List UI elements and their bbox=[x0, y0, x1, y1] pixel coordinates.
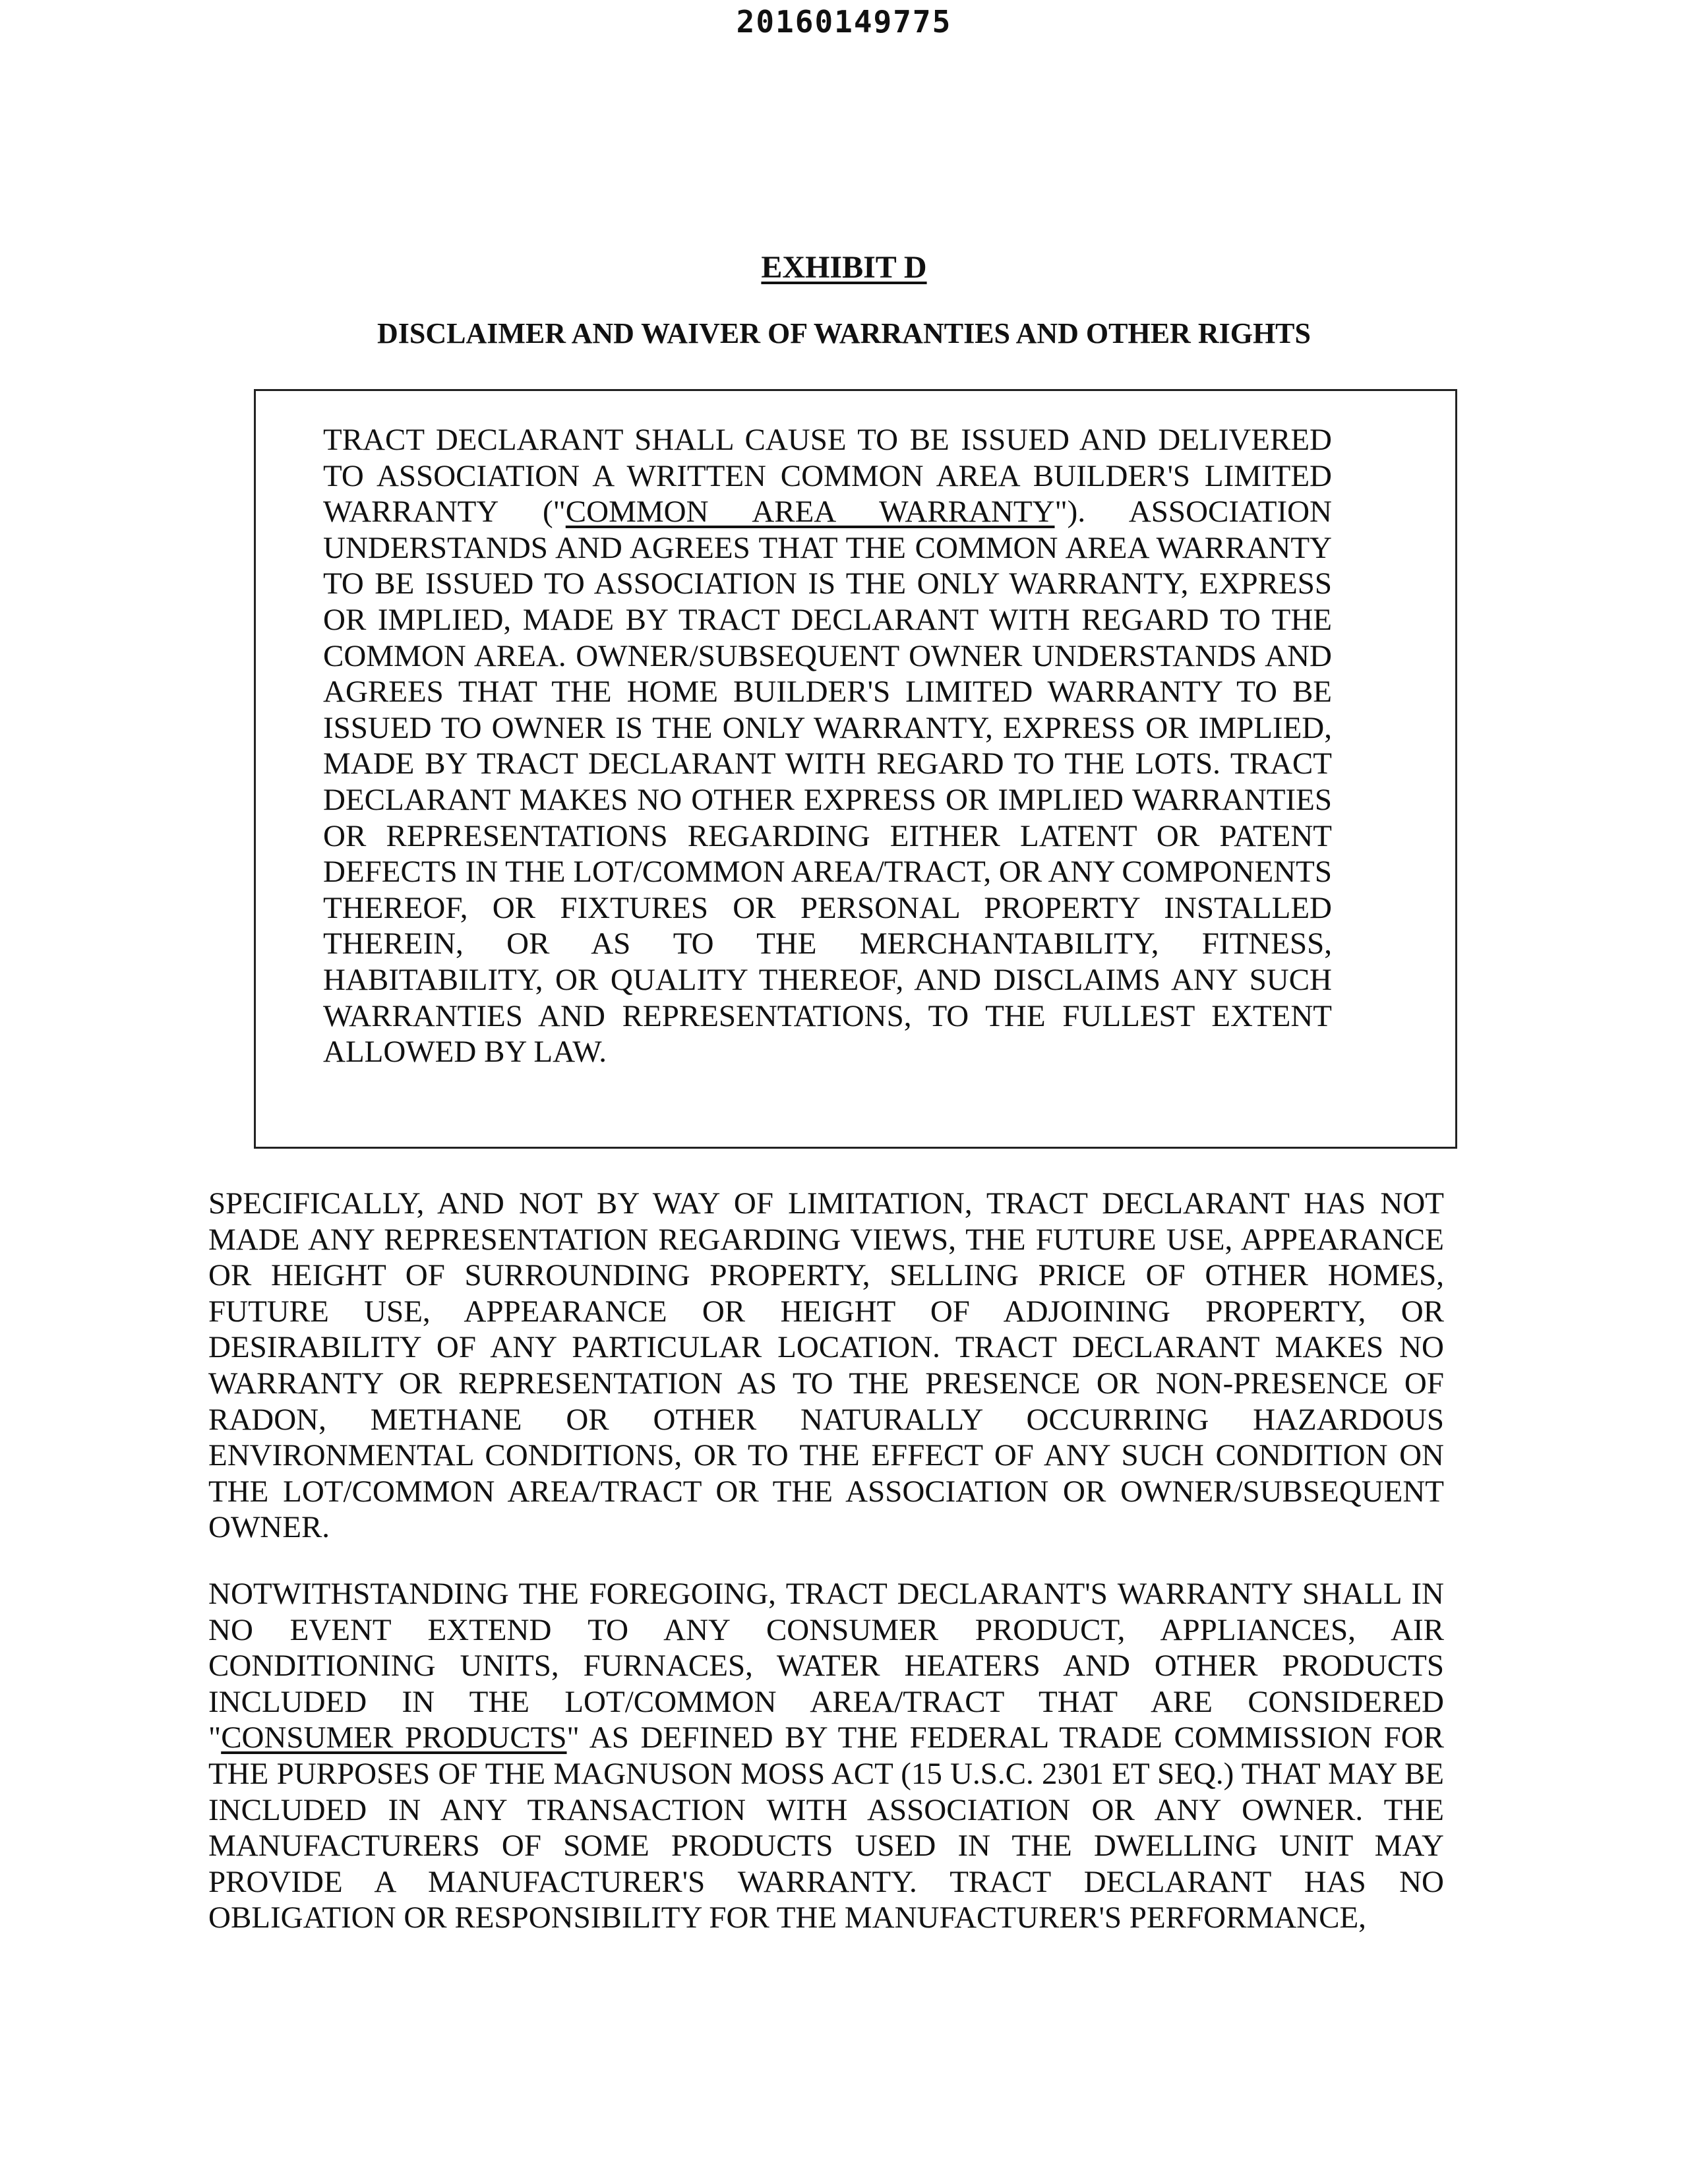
consumer-products-text-start: NOTWITHSTANDING THE FOREGOING, TRACT DECLARANT'S WARRANTY SHALL IN NO EVENT EXTEND TO ANY CONSUMER PRODUCT, APPLIANCES, AIR CONDITIONING UNITS, FURNACES, WATER HEATERS AND OTHER PRODUCTS INCLUDED IN THE LOT/COMMON AREA/TRACT THAT ARE CONSIDERED " bbox=[208, 1577, 1444, 1755]
consumer-products-term: CONSUMER PRODUCTS bbox=[221, 1720, 567, 1755]
common-area-warranty-term: COMMON AREA WARRANTY bbox=[565, 495, 1055, 530]
limitation-paragraph: SPECIFICALLY, AND NOT BY WAY OF LIMITATION, TRACT DECLARANT HAS NOT MADE ANY REPRESENTATION REGARDING VIEWS, THE FUTURE USE, APPEARANCE OR HEIGHT OF SURROUNDING PROPERTY, SELLING PRICE OF OTHER HOMES, FUTURE USE, APPEARANCE OR HEIGHT OF ADJOINING PROPERTY, OR DESIRABILITY OF ANY PARTICULAR LOCATION. TRACT DECLARANT MAKES NO WARRANTY OR REPRESENTATION AS TO THE PRESENCE OR NON-PRESENCE OF RADON, METHANE OR OTHER NATURALLY OCCURRING HAZARDOUS ENVIRONMENTAL CONDITIONS, OR TO THE EFFECT OF ANY SUCH CONDITION ON THE LOT/COMMON AREA/TRACT OR THE ASSOCIATION OR OWNER/SUBSEQUENT OWNER. bbox=[208, 1186, 1444, 1545]
warranty-notice-paragraph bbox=[323, 422, 1332, 1070]
document-number: 20160149775 bbox=[736, 4, 952, 40]
warranty-notice-text-start: TRACT DECLARANT SHALL CAUSE TO BE ISSUED AND DELIVERED TO ASSOCIATION A WRITTEN COMMON AREA BUILDER'S LIMITED WARRANTY (" bbox=[323, 423, 1332, 530]
exhibit-heading bbox=[0, 249, 1688, 286]
consumer-products-paragraph bbox=[208, 1576, 1444, 1936]
document-title: DISCLAIMER AND WAIVER OF WARRANTIES AND OTHER RIGHTS bbox=[377, 317, 1311, 349]
consumer-products-text-end: " AS DEFINED BY THE FEDERAL TRADE COMMISSION FOR THE PURPOSES OF THE MAGNUSON MOSS ACT (15 U.S.C. 2301 ET SEQ.) THAT MAY BE INCLUDED IN ANY TRANSACTION WITH ASSOCIATION OR ANY OWNER. THE MANUFACTURERS OF SOME PRODUCTS USED IN THE DWELLING UNIT MAY PROVIDE A MANUFACTURER'S WARRANTY. TRACT DECLARANT HAS NO OBLIGATION OR RESPONSIBILITY FOR THE MANUFACTURER'S PERFORMANCE, bbox=[208, 1720, 1444, 1935]
warranty-notice-text-end: "). ASSOCIATION UNDERSTANDS AND AGREES THAT THE COMMON AREA WARRANTY TO BE ISSUED TO ASSOCIATION IS THE ONLY WARRANTY, EXPRESS OR IMPLIED, MADE BY TRACT DECLARANT WITH REGARD TO THE COMMON AREA. OWNER/SUBSEQUENT OWNER UNDERSTANDS AND AGREES THAT THE HOME BUILDER'S LIMITED WARRANTY TO BE ISSUED TO OWNER IS THE ONLY WARRANTY, EXPRESS OR IMPLIED, MADE BY TRACT DECLARANT WITH REGARD TO THE LOTS. TRACT DECLARANT MAKES NO OTHER EXPRESS OR IMPLIED WARRANTIES OR REPRESENTATIONS REGARDING EITHER LATENT OR PATENT DEFECTS IN THE LOT/COMMON AREA/TRACT, OR ANY COMPONENTS THEREOF, OR FIXTURES OR PERSONAL PROPERTY INSTALLED THEREIN, OR AS TO THE MERCHANTABILITY, FITNESS, HABITABILITY, OR QUALITY THEREOF, AND DISCLAIMS ANY SUCH WARRANTIES AND REPRESENTATIONS, TO THE FULLEST EXTENT ALLOWED BY LAW. bbox=[323, 495, 1332, 1070]
exhibit-label: EXHIBIT D bbox=[761, 250, 927, 285]
